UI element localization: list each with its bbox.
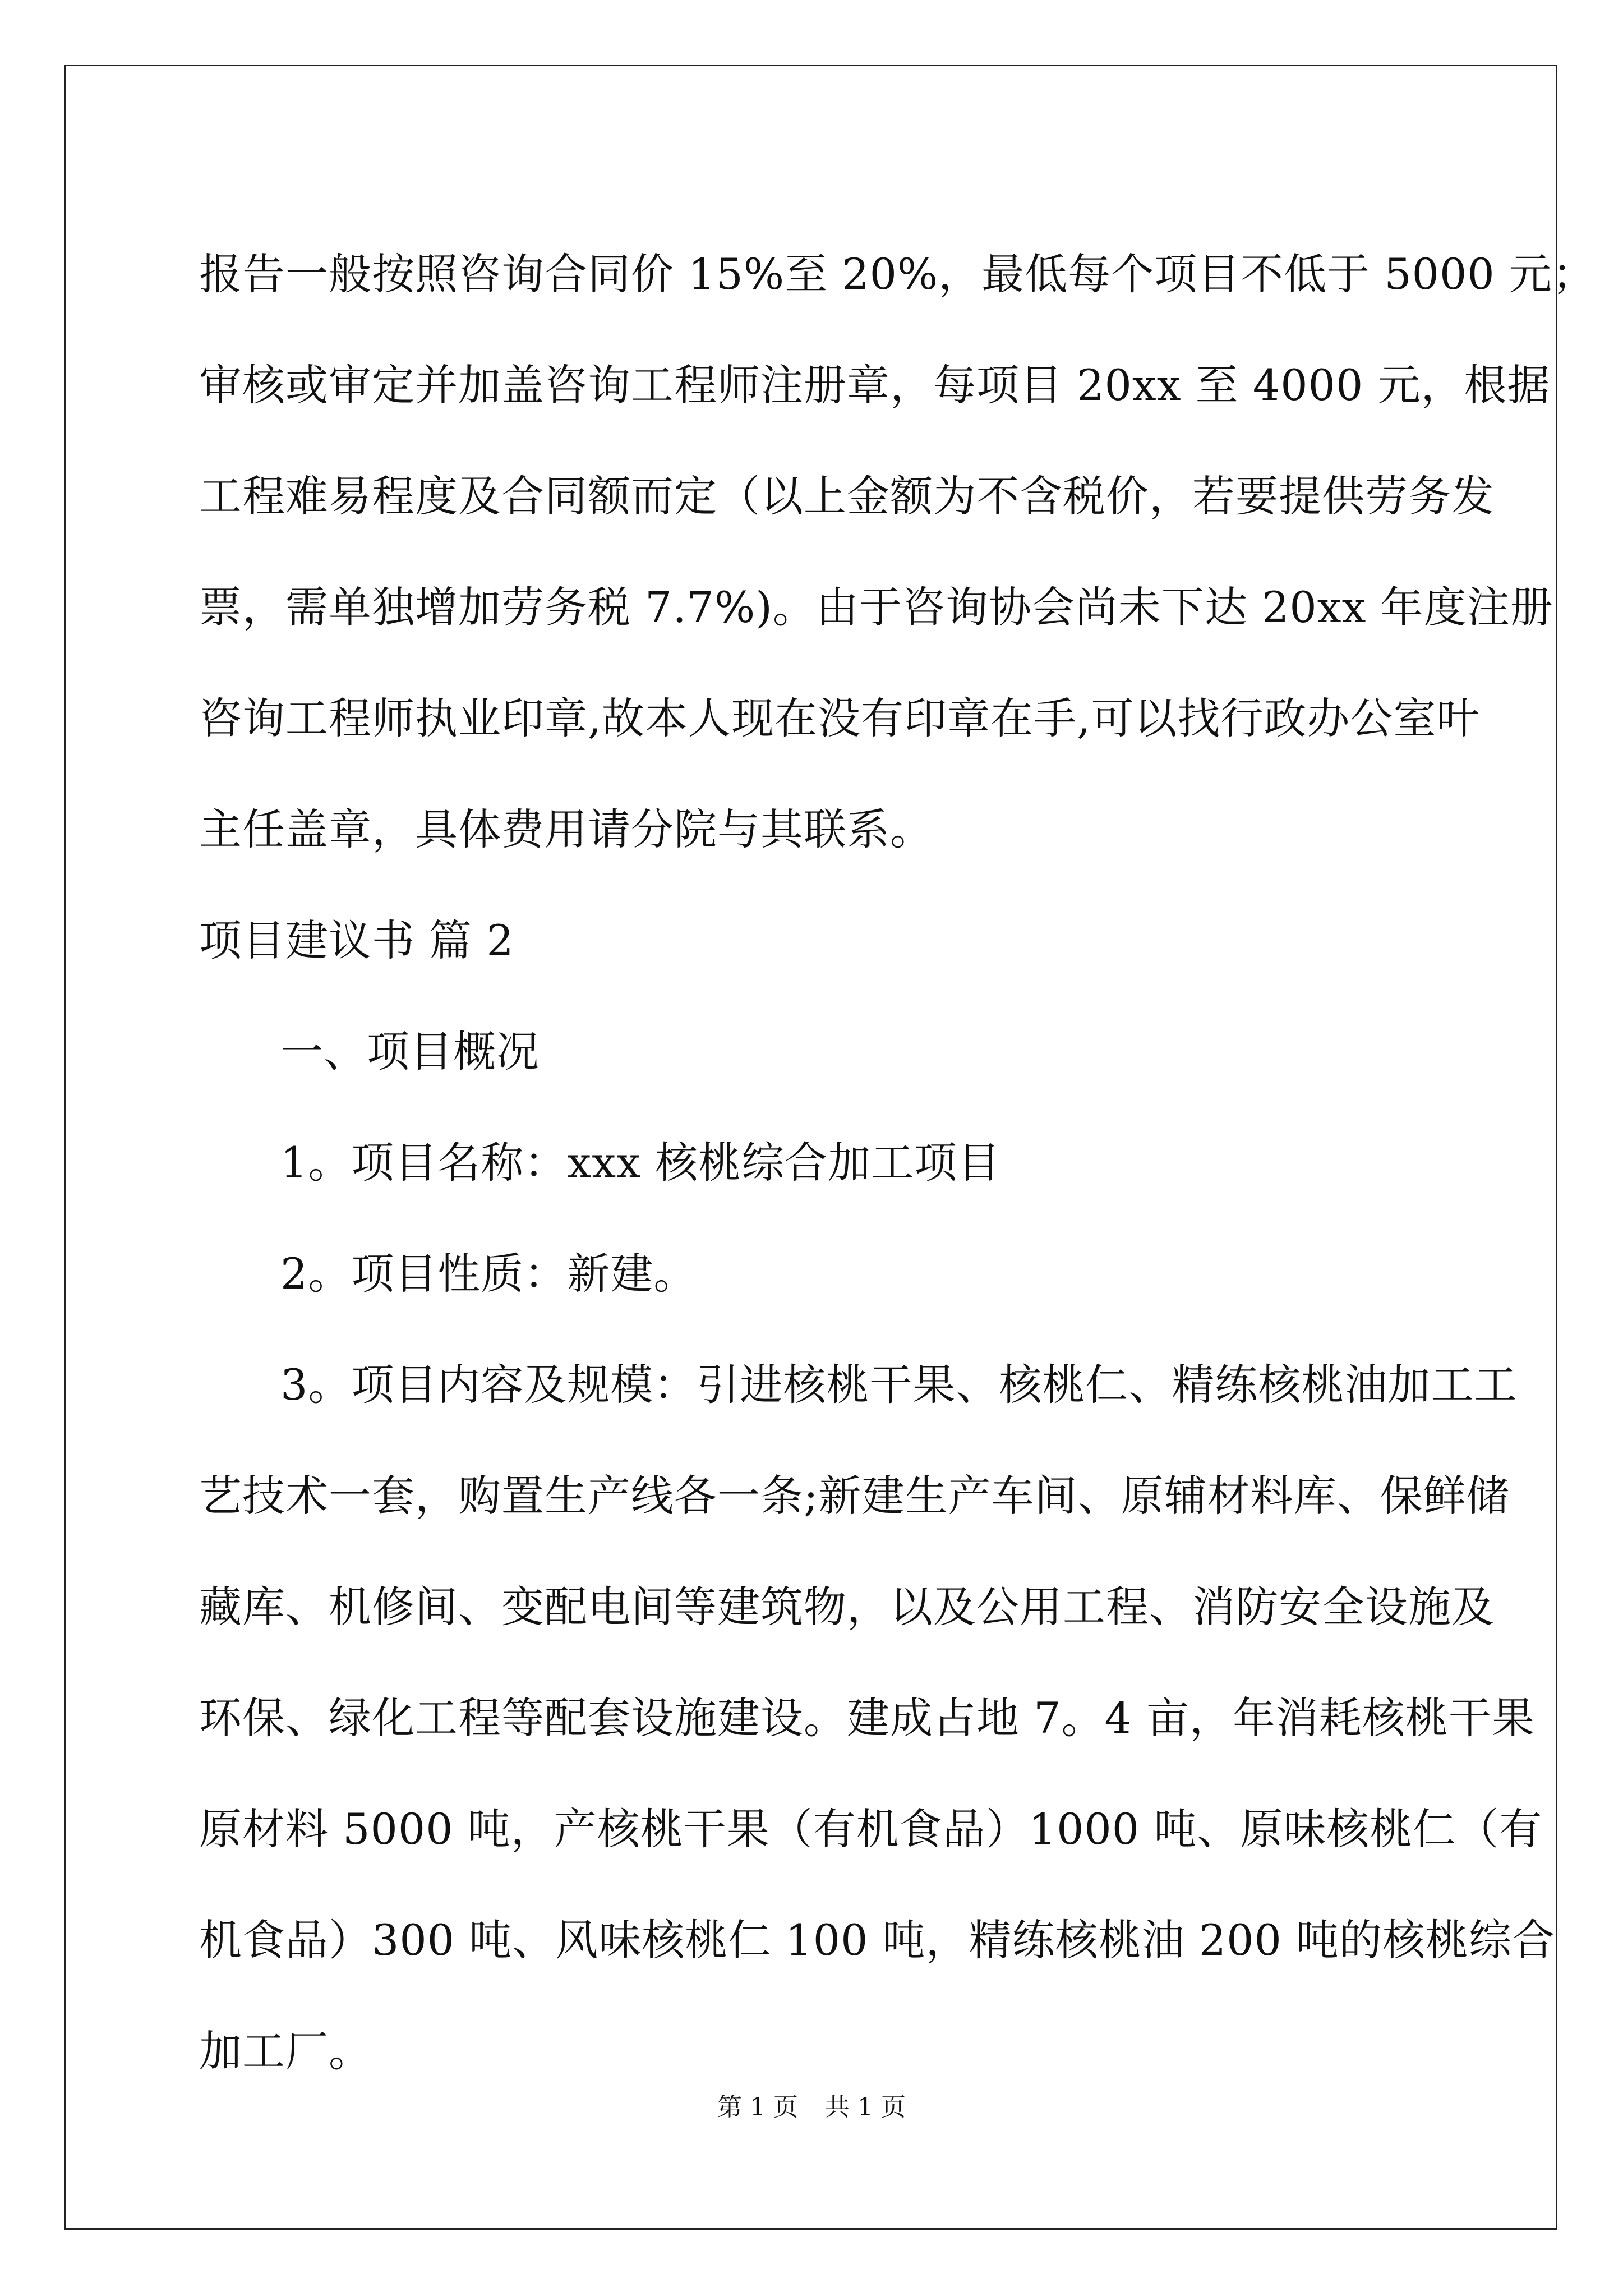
subsection-heading: 一、项目概况	[280, 1027, 540, 1076]
paragraph-line: 艺技术一套，购置生产线各一条;新建生产车间、原辅材料库、保鲜储	[199, 1471, 1510, 1521]
paragraph-line: 审核或审定并加盖咨询工程师注册章，每项目 20xx 至 4000 元，根据	[199, 360, 1551, 410]
paragraph-line: 工程难易程度及合同额而定（以上金额为不含税价，若要提供劳务发	[199, 471, 1495, 521]
paragraph-line: 环保、绿化工程等配套设施建设。建成占地 7。4 亩，年消耗核桃干果	[199, 1693, 1536, 1743]
paragraph-line: 主任盖章，具体费用请分院与其联系。	[199, 804, 933, 854]
paragraph-line: 咨询工程师执业印章,故本人现在没有印章在手,可以找行政办公室叶	[199, 693, 1480, 743]
list-item: 1。项目名称：xxx 核桃综合加工项目	[280, 1138, 1001, 1188]
document-body	[199, 219, 1596, 2107]
page-total: 共 1 页	[825, 2093, 906, 2122]
page-number: 第 1 页	[717, 2093, 798, 2122]
page-footer	[0, 2087, 1623, 2123]
paragraph-line: 机食品）300 吨、风味核桃仁 100 吨，精练核桃油 200 吨的核桃综合	[199, 1915, 1555, 1965]
paragraph-line: 原材料 5000 吨，产核桃干果（有机食品）1000 吨、原味核桃仁（有	[199, 1804, 1543, 1854]
section-heading: 项目建议书 篇 2	[199, 915, 514, 965]
paragraph-line: 票，需单独增加劳务税 7.7%)。由于咨询协会尚未下达 20xx 年度注册	[199, 582, 1553, 632]
paragraph-line: 藏库、机修间、变配电间等建筑物，以及公用工程、消防安全设施及	[199, 1582, 1495, 1632]
paragraph-line: 加工厂。	[199, 2026, 372, 2076]
paragraph-line: 报告一般按照咨询合同价 15%至 20%，最低每个项目不低于 5000 元；	[199, 249, 1596, 299]
list-item: 3。项目内容及规模：引进核桃干果、核桃仁、精练核桃油加工工	[280, 1360, 1518, 1410]
list-item: 2。项目性质：新建。	[280, 1249, 697, 1299]
